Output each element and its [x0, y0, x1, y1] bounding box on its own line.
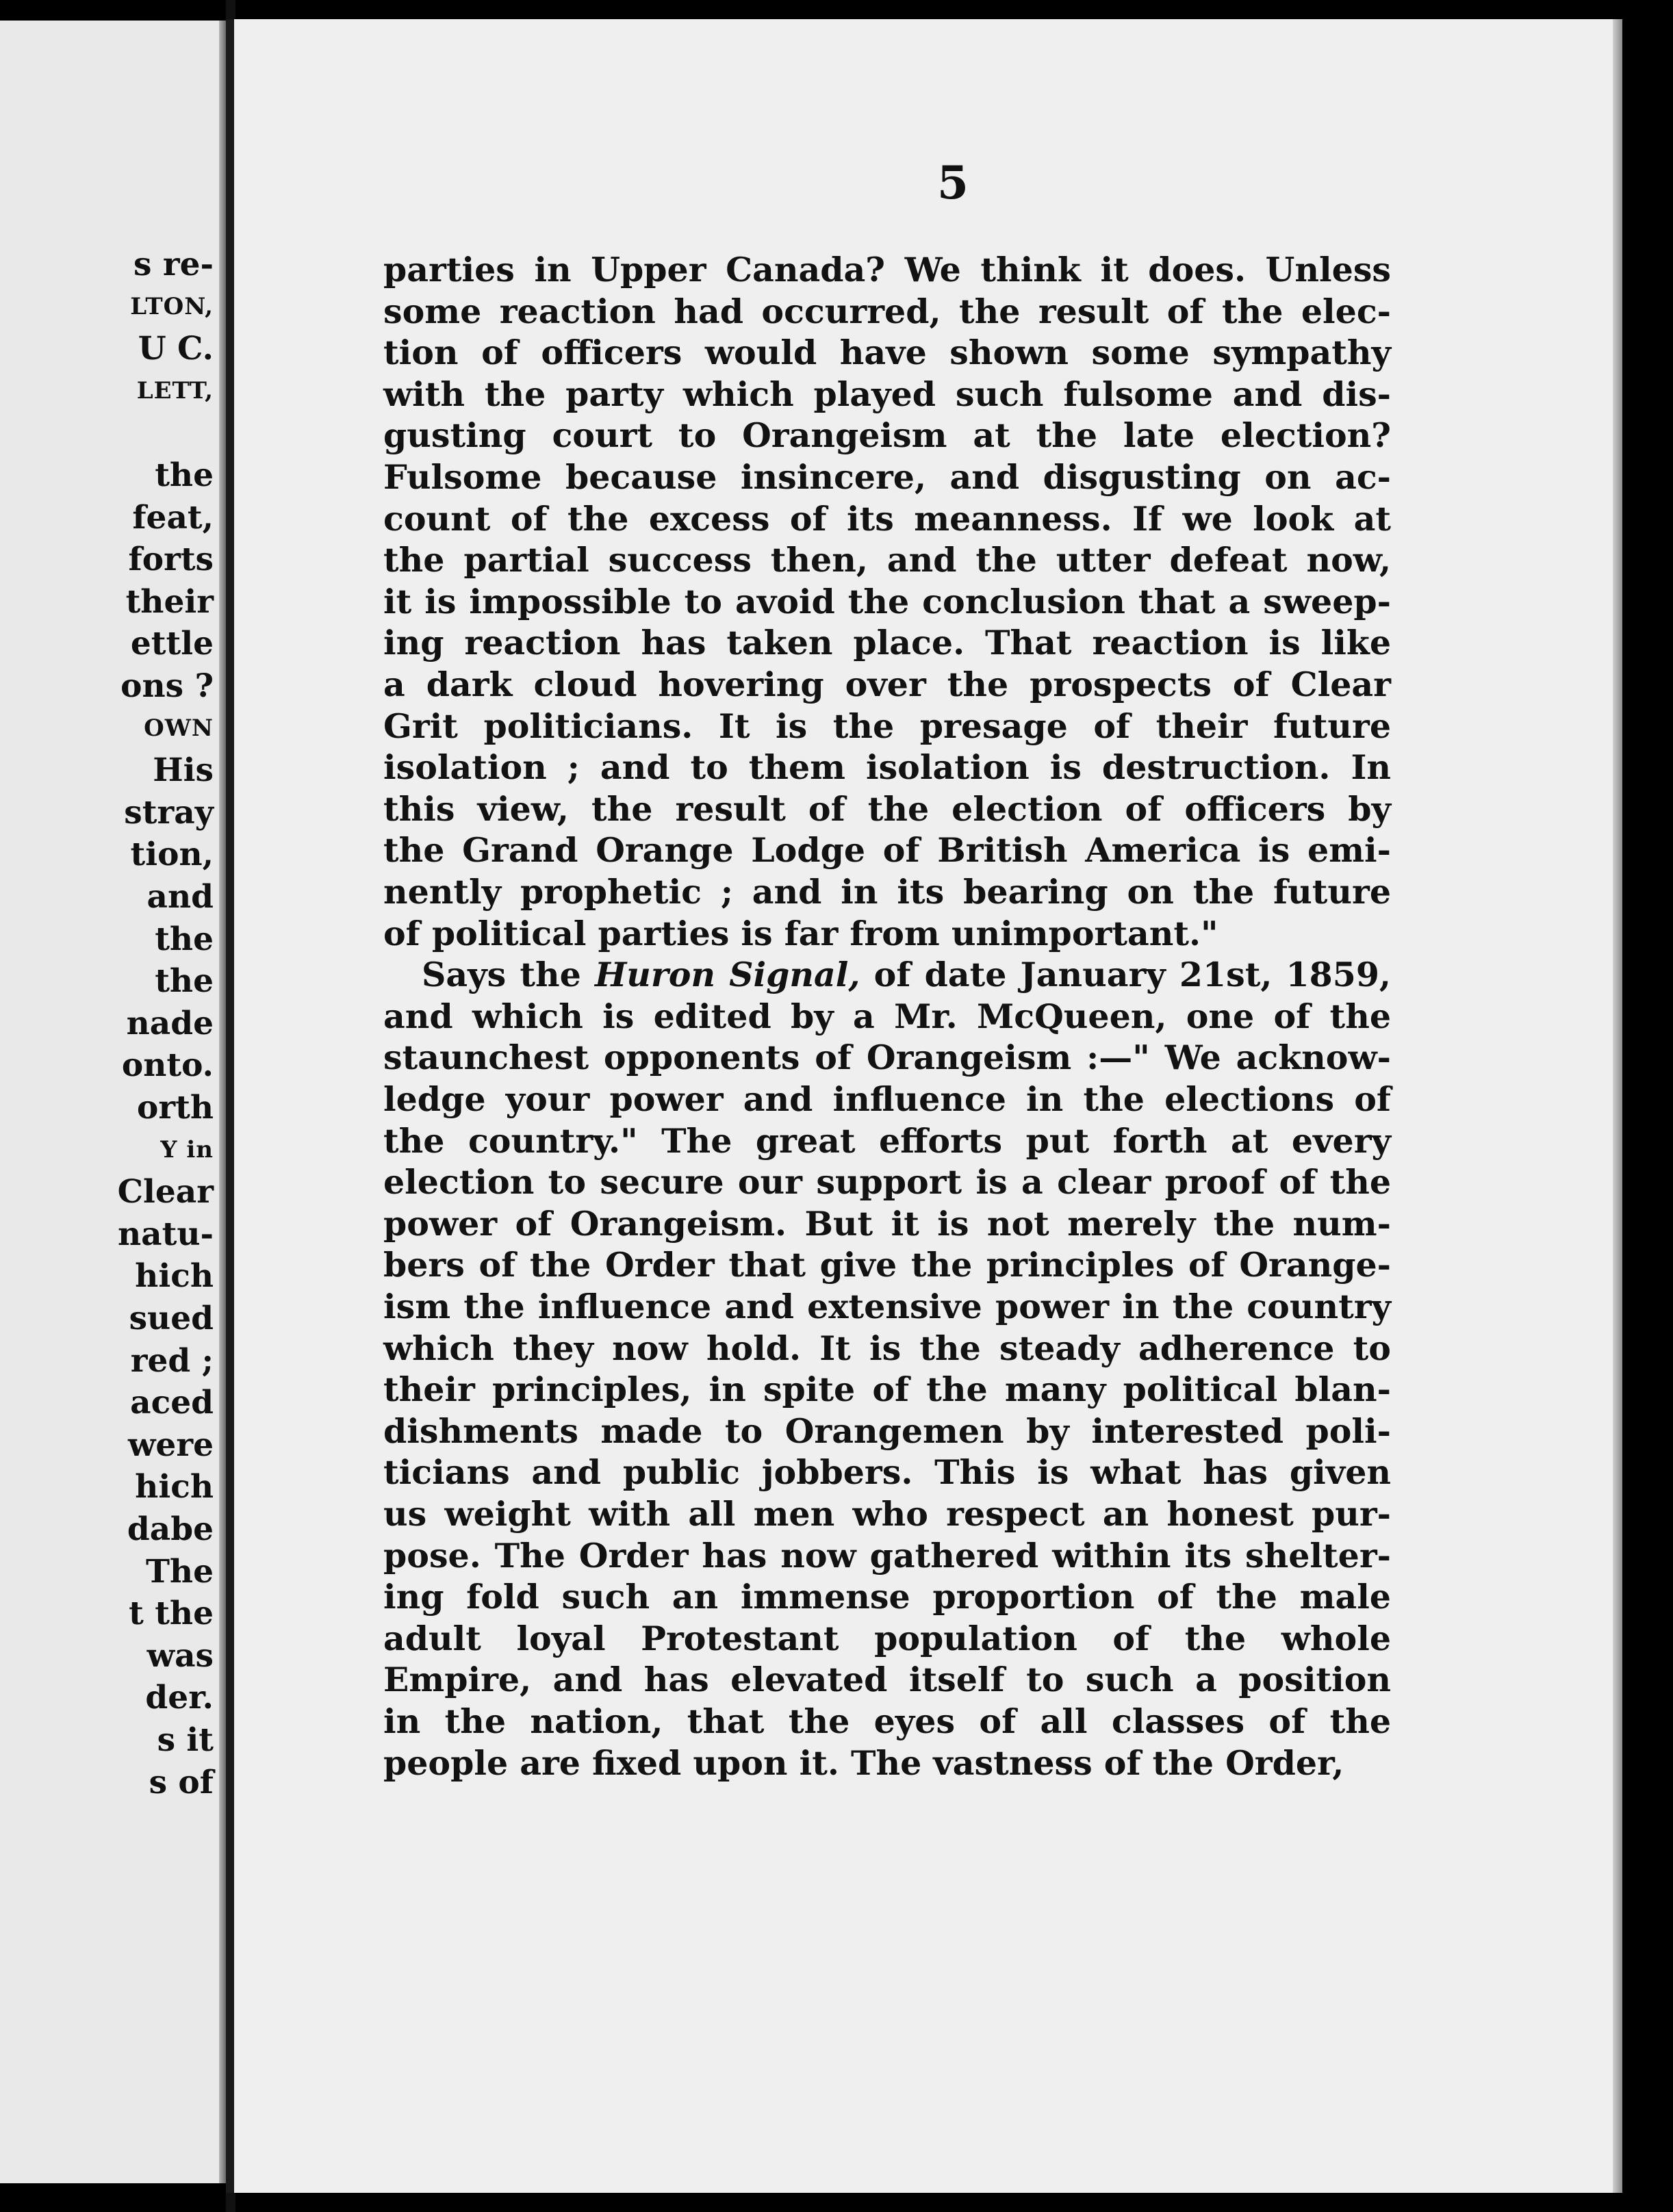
previous-page-line: orth [137, 1089, 214, 1127]
previous-page-line: s it [157, 1721, 214, 1759]
text-line: the country." The great efforts put forth at every [383, 1120, 1391, 1161]
previous-page-line: s of [149, 1763, 214, 1801]
text-line: gusting court to Orangeism at the late election? [383, 415, 1391, 456]
text-line: tion of officers would have shown some sympathy [383, 333, 1391, 373]
previous-page-line: was [146, 1636, 214, 1675]
previous-page-line: Clear [117, 1173, 214, 1211]
previous-page-line: onto. [121, 1046, 214, 1085]
text-line: count of the excess of its meanness. If we look at [383, 498, 1391, 539]
previous-page-line: feat, [132, 498, 214, 537]
previous-page-line: dabe [127, 1510, 214, 1548]
previous-page-fragment [0, 21, 226, 2183]
text-line: dishments made to Orangemen by interested poli- [383, 1411, 1391, 1451]
text-line: adult loyal Protestant population of the whole [383, 1618, 1391, 1658]
previous-page-line: natu- [117, 1215, 214, 1253]
text-line: ing fold such an immense proportion of the male [383, 1577, 1391, 1617]
text-line: with the party which played such fulsome and dis- [383, 374, 1391, 414]
text-line: their principles, in spite of the many political blan- [383, 1369, 1391, 1410]
previous-page-line: the [155, 920, 214, 958]
text-line [383, 954, 1391, 995]
text-line: power of Orangeism. But it is not merely the num- [383, 1203, 1391, 1244]
text-line: of political parties is far from unimportant." [383, 913, 1218, 953]
text-line: pose. The Order has now gathered within its shelter- [383, 1535, 1391, 1576]
previous-page-line: tion, [130, 836, 214, 874]
text-line: us weight with all men who respect an honest pur- [383, 1494, 1391, 1534]
previous-page-line: LETT, [136, 376, 214, 404]
previous-page-line: Y in [160, 1135, 214, 1163]
newspaper-title: Huron Signal, [594, 955, 874, 995]
previous-page-line: The [145, 1552, 214, 1591]
previous-page-line: U C. [138, 330, 214, 368]
text-line: in the nation, that the eyes of all classes of the [383, 1701, 1391, 1741]
previous-page-line: red ; [130, 1341, 214, 1380]
previous-page-line: hich [135, 1468, 214, 1506]
text-line: parties in Upper Canada? We think it does. Unless [383, 250, 1391, 290]
text-line: nently prophetic ; and in its bearing on the future [383, 872, 1391, 912]
text-line: Fulsome because insincere, and disgusting on ac- [383, 457, 1391, 497]
previous-page-line: s re- [133, 246, 214, 283]
text-line: Empire, and has elevated itself to such a position [383, 1660, 1391, 1700]
previous-page-line: stray [124, 793, 214, 832]
text-line: ism the influence and extensive power in the country [383, 1287, 1391, 1326]
text-line: which they now hold. It is the steady adherence to [383, 1328, 1391, 1368]
page-edge [1613, 19, 1622, 2193]
previous-page-line: His [153, 751, 214, 790]
previous-page-line: the [155, 456, 214, 494]
previous-page-line: their [125, 582, 214, 621]
previous-page-line: der. [145, 1679, 214, 1717]
previous-page-line: sued [129, 1300, 214, 1337]
text-line: staunchest opponents of Orangeism :—" We acknow- [383, 1038, 1391, 1078]
text-line: the partial success then, and the utter defeat now, [383, 540, 1391, 580]
previous-page-line: LTON, [130, 292, 214, 320]
text-line: it is impossible to avoid the conclusion that a sweep- [383, 581, 1391, 621]
text-line: ledge your power and influence in the elections of [383, 1079, 1391, 1119]
text-line: this view, the result of the election of officers by [383, 788, 1391, 829]
current-page [226, 19, 1622, 2193]
text-line: bers of the Order that give the principles of Orange- [383, 1245, 1391, 1285]
text-line: Grit politicians. It is the presage of their future [383, 706, 1391, 746]
text-line: some reaction had occurred, the result of the elec- [383, 291, 1391, 331]
text-line: isolation ; and to them isolation is destruction. In [383, 747, 1391, 788]
text-run: of date January 21st, 1859, [873, 955, 1391, 995]
book-spine [219, 21, 226, 2183]
text-line: ing reaction has taken place. That reaction is like [383, 623, 1391, 663]
text-line: ticians and public jobbers. This is what has given [383, 1452, 1391, 1493]
text-line: the Grand Orange Lodge of British America is emi- [383, 830, 1391, 871]
previous-page-line: aced [130, 1384, 214, 1422]
previous-page-line: hich [135, 1257, 214, 1296]
previous-page-line: the [155, 962, 214, 1001]
previous-page-line: ons ? [120, 667, 214, 705]
previous-page-line: forts [128, 541, 214, 579]
page-number: 5 [937, 156, 969, 209]
previous-page-line: OWN [144, 714, 214, 742]
previous-page-line: t the [129, 1595, 214, 1633]
previous-page-line: nade [126, 1004, 214, 1042]
text-run: Says the [422, 955, 595, 995]
text-line: people are fixed upon it. The vastness of the Order, [383, 1742, 1344, 1783]
text-line: a dark cloud hovering over the prospects of Clear [383, 665, 1391, 704]
text-line: election to secure our support is a clear proof of the [383, 1162, 1391, 1203]
previous-page-line: ettle [130, 625, 214, 663]
previous-page-line: and [146, 878, 214, 916]
text-line: and which is edited by a Mr. McQueen, one of the [383, 996, 1391, 1036]
previous-page-line: were [127, 1426, 214, 1464]
